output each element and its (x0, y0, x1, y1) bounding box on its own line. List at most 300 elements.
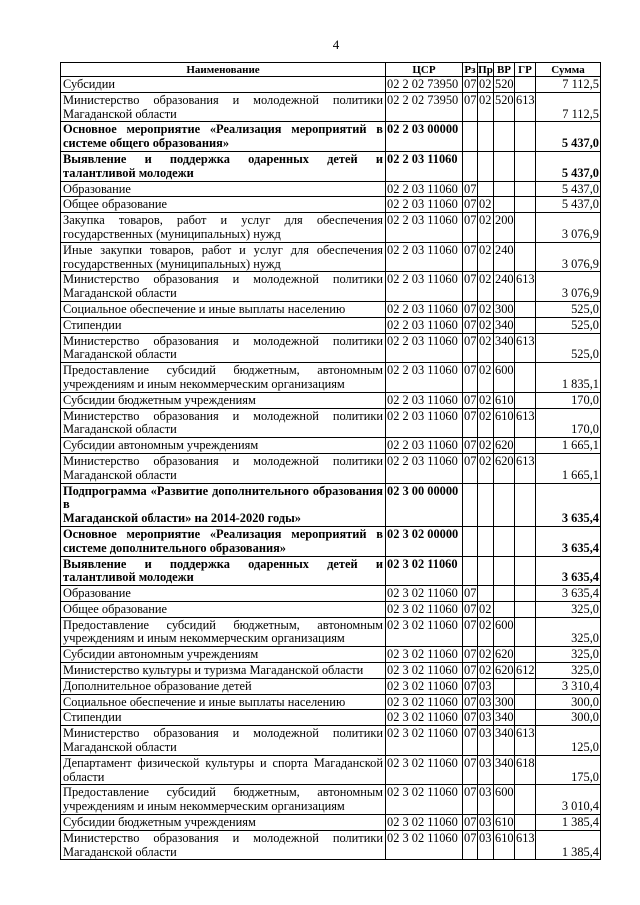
cell-pr: 03 (478, 726, 494, 756)
cell-name-line: Магаданской области (63, 422, 177, 437)
cell-sum: 3 076,9 (536, 213, 601, 243)
cell-csr: 02 3 00 00000 (386, 483, 463, 526)
cell-name-line: Предоставление субсидий бюджетным, автономным (63, 363, 383, 378)
cell-pr: 03 (478, 830, 494, 860)
cell-sum: 7 112,5 (536, 92, 601, 122)
cell-vr (494, 678, 515, 694)
cell-pr: 02 (478, 453, 494, 483)
cell-rz: 07 (464, 181, 477, 196)
cell-csr: 02 2 03 11060 (386, 408, 463, 438)
budget-table (60, 62, 601, 860)
cell-gr (515, 815, 536, 831)
cell-pr: 02 (478, 317, 494, 333)
cell-rz: 07 (463, 453, 478, 483)
cell-csr: 02 3 02 00000 (386, 526, 463, 556)
cell-name-line: Иные закупки товаров, работ и услуг для обеспечения (63, 242, 383, 257)
cell-sum: 5 437,0 (536, 151, 601, 181)
cell-name (61, 526, 386, 556)
cell-name (61, 453, 386, 483)
cell-vr: 300 (495, 694, 514, 709)
cell-pr: 02 (478, 333, 494, 363)
table-row (61, 242, 601, 272)
cell-name (61, 755, 386, 785)
cell-vr: 240 (494, 242, 515, 272)
cell-vr: 340 (495, 317, 514, 332)
cell-name-line: Департамент физической культуры и спорта Магаданской (63, 755, 383, 770)
cell-pr (478, 122, 494, 152)
cell-name (61, 830, 386, 860)
cell-name-line: системе дополнительного образования» (63, 540, 286, 555)
cell-name-line: Субсидии автономным учреждениям (63, 647, 259, 662)
cell-rz: 07 (463, 333, 478, 363)
cell-gr (515, 710, 536, 726)
table-row (61, 586, 601, 602)
cell-gr (515, 483, 536, 526)
cell-gr: 613 (515, 333, 536, 363)
cell-sum: 170,0 (536, 408, 601, 438)
cell-name (61, 272, 386, 302)
cell-sum: 5 437,0 (536, 122, 601, 152)
cell-csr: 02 2 03 11060 (386, 438, 463, 454)
cell-csr: 02 2 03 11060 (386, 197, 463, 213)
cell-name-line: Образование (63, 181, 131, 196)
cell-gr: 613 (515, 453, 536, 483)
cell-rz: 07 (463, 272, 478, 302)
table-row (61, 694, 601, 710)
table-row (61, 617, 601, 647)
cell-name (61, 242, 386, 272)
column-header-sum: Сумма (536, 63, 601, 77)
cell-name-line: талантливой молодежи (63, 570, 194, 585)
cell-gr (515, 151, 536, 181)
cell-name (61, 556, 386, 586)
cell-rz: 07 (463, 830, 478, 860)
cell-vr: 240 (494, 272, 515, 302)
cell-gr (515, 317, 536, 333)
cell-name-line: Выявление и поддержка одаренных детей и (63, 151, 383, 166)
table-row (61, 453, 601, 483)
table-row (61, 272, 601, 302)
column-header-name: Наименование (61, 63, 386, 77)
table-row (61, 601, 601, 617)
cell-sum: 525,0 (536, 317, 601, 333)
cell-name-line: Выявление и поддержка одаренных детей и (63, 556, 383, 571)
column-header-gr: ГР (515, 63, 536, 77)
cell-name-line: Основное мероприятие «Реализация мероприятий в (63, 122, 383, 137)
cell-vr: 600 (494, 617, 515, 647)
column-header-pr: Пр (478, 64, 493, 76)
cell-name (61, 710, 386, 726)
cell-name-line: Министерство образования и молодежной политики (63, 453, 383, 468)
cell-name-line: Субсидии автономным учреждениям (63, 438, 259, 453)
cell-name-line: Министерство образования и молодежной политики (63, 272, 383, 287)
cell-rz: 07 (463, 213, 478, 243)
cell-name-line: Социальное обеспечение и иные выплаты населению (63, 301, 346, 316)
cell-pr: 03 (478, 710, 494, 726)
cell-rz: 07 (464, 301, 477, 316)
cell-gr (515, 122, 536, 152)
cell-name-line: государственных (муниципальных) нужд (63, 226, 281, 241)
cell-csr: 02 2 02 73950 (386, 92, 463, 122)
table-row (61, 815, 601, 831)
cell-gr (515, 694, 536, 710)
cell-name-line: Стипендии (63, 710, 122, 725)
cell-sum: 125,0 (536, 726, 601, 756)
cell-sum: 3 635,4 (536, 483, 601, 526)
cell-rz: 07 (464, 694, 477, 709)
cell-sum: 170,0 (536, 392, 601, 408)
cell-name-line: Субсидии бюджетным учреждениям (63, 392, 256, 407)
cell-sum: 325,0 (536, 647, 601, 663)
cell-vr: 610 (495, 815, 514, 830)
cell-pr (478, 151, 494, 181)
cell-vr: 340 (495, 710, 514, 725)
table-body (61, 77, 601, 860)
cell-name-line: Общее образование (63, 197, 168, 212)
cell-name (61, 438, 386, 454)
cell-sum: 1 385,4 (536, 815, 601, 831)
cell-csr: 02 2 03 11060 (386, 242, 463, 272)
cell-name-line: учреждениям и иным некоммерческим организациям (63, 799, 345, 814)
cell-vr: 610 (494, 830, 515, 860)
cell-pr: 02 (478, 272, 494, 302)
cell-name-line: учреждениям и иным некоммерческим организациям (63, 376, 345, 391)
cell-sum: 3 076,9 (536, 272, 601, 302)
cell-sum: 525,0 (536, 333, 601, 363)
cell-name (61, 663, 386, 679)
cell-vr: 620 (495, 663, 514, 678)
cell-name-line: Магаданской области (63, 844, 177, 859)
table-row (61, 363, 601, 393)
cell-name (61, 785, 386, 815)
cell-name (61, 408, 386, 438)
cell-vr: 610 (494, 408, 515, 438)
cell-gr (515, 301, 536, 317)
cell-vr: 620 (495, 647, 514, 662)
cell-name (61, 726, 386, 756)
cell-sum: 3 010,4 (536, 785, 601, 815)
cell-name-line: Министерство образования и молодежной политики (63, 408, 383, 423)
cell-sum: 1 835,1 (536, 363, 601, 393)
cell-name (61, 151, 386, 181)
table-row (61, 438, 601, 454)
table-row (61, 526, 601, 556)
cell-name-line: системе общего образования» (63, 136, 230, 151)
cell-csr: 02 2 03 11060 (386, 453, 463, 483)
cell-name-line: Основное мероприятие «Реализация мероприятий в (63, 526, 383, 541)
cell-gr (515, 438, 536, 454)
cell-sum: 300,0 (536, 694, 601, 710)
cell-pr (478, 556, 494, 586)
cell-name (61, 197, 386, 213)
cell-gr (515, 586, 536, 602)
cell-name (61, 678, 386, 694)
cell-name-line: Магаданской области (63, 467, 177, 482)
cell-name (61, 77, 386, 93)
cell-pr: 02 (478, 617, 494, 647)
cell-vr (494, 197, 515, 213)
table-row (61, 483, 601, 526)
cell-name-line: Магаданской области (63, 106, 177, 121)
cell-vr (494, 586, 515, 602)
cell-sum: 175,0 (536, 755, 601, 785)
cell-pr: 03 (478, 694, 494, 710)
cell-rz (463, 151, 478, 181)
cell-sum: 1 665,1 (536, 438, 601, 454)
cell-csr: 02 3 02 11060 (386, 710, 463, 726)
table-row (61, 556, 601, 586)
cell-vr (494, 526, 515, 556)
table-row (61, 213, 601, 243)
cell-name-line: Магаданской области (63, 347, 177, 362)
cell-pr (478, 181, 494, 197)
cell-name (61, 213, 386, 243)
cell-name (61, 363, 386, 393)
table-row (61, 181, 601, 197)
cell-pr: 02 (478, 363, 494, 393)
cell-csr: 02 2 03 11060 (386, 363, 463, 393)
cell-pr: 02 (478, 392, 494, 408)
cell-name-line: Магаданской области (63, 286, 177, 301)
cell-name-line: Министерство образования и молодежной политики (63, 333, 383, 348)
page-number: 4 (332, 37, 340, 52)
column-header-csr: ЦСР (386, 63, 463, 77)
cell-rz: 07 (464, 77, 477, 91)
cell-sum: 1 385,4 (536, 830, 601, 860)
cell-pr (478, 586, 494, 602)
cell-vr: 340 (494, 755, 515, 785)
cell-name (61, 647, 386, 663)
cell-vr: 340 (494, 333, 515, 363)
cell-gr (515, 197, 536, 213)
cell-sum: 1 665,1 (536, 453, 601, 483)
table-row (61, 151, 601, 181)
cell-name-line: Субсидии (63, 77, 115, 91)
cell-name-line: Стипендии (63, 317, 122, 332)
cell-csr: 02 3 02 11060 (386, 617, 463, 647)
cell-rz: 07 (463, 92, 478, 122)
cell-csr: 02 3 02 11060 (386, 663, 463, 679)
cell-rz: 07 (463, 408, 478, 438)
cell-pr: 02 (478, 77, 494, 93)
cell-rz: 07 (464, 392, 477, 407)
cell-name (61, 483, 386, 526)
cell-name-line: Магаданской области» на 2014-2020 годы» (63, 511, 301, 526)
cell-vr (494, 556, 515, 586)
cell-gr (515, 785, 536, 815)
cell-gr: 613 (515, 726, 536, 756)
cell-name-line: Министерство образования и молодежной политики (63, 726, 383, 741)
cell-gr: 613 (515, 92, 536, 122)
cell-sum: 5 437,0 (536, 197, 601, 213)
cell-gr (515, 617, 536, 647)
cell-name (61, 317, 386, 333)
cell-sum: 3 635,4 (536, 556, 601, 586)
cell-csr: 02 2 03 11060 (386, 151, 463, 181)
cell-rz: 07 (464, 663, 477, 678)
table-row (61, 301, 601, 317)
cell-name-line: Субсидии бюджетным учреждениям (63, 815, 256, 830)
cell-vr: 520 (495, 77, 514, 91)
cell-csr: 02 3 02 11060 (386, 694, 463, 710)
table-row (61, 197, 601, 213)
cell-name (61, 181, 386, 197)
table-row (61, 77, 601, 93)
cell-pr: 03 (478, 785, 494, 815)
cell-pr: 02 (478, 213, 494, 243)
cell-gr (515, 526, 536, 556)
cell-csr: 02 3 02 11060 (386, 556, 463, 586)
cell-gr (515, 77, 536, 93)
cell-csr: 02 2 03 11060 (386, 181, 463, 197)
table-header-row (61, 63, 601, 77)
cell-pr: 03 (478, 755, 494, 785)
cell-pr: 02 (478, 601, 494, 617)
cell-pr: 03 (478, 678, 494, 694)
cell-csr: 02 3 02 11060 (386, 815, 463, 831)
cell-sum: 525,0 (536, 301, 601, 317)
cell-vr (494, 483, 515, 526)
cell-csr: 02 2 03 11060 (386, 301, 463, 317)
cell-vr: 200 (494, 213, 515, 243)
cell-name-line: Предоставление субсидий бюджетным, автономным (63, 785, 383, 800)
cell-name-line: Министерство культуры и туризма Магаданской области (63, 663, 364, 678)
cell-pr: 03 (478, 815, 494, 831)
cell-name (61, 601, 386, 617)
cell-sum: 3 310,4 (536, 678, 601, 694)
cell-name-line: Министерство образования и молодежной политики (63, 92, 383, 107)
cell-rz: 07 (463, 242, 478, 272)
cell-csr: 02 3 02 11060 (386, 647, 463, 663)
cell-gr (515, 556, 536, 586)
cell-vr: 340 (494, 726, 515, 756)
cell-gr (515, 363, 536, 393)
cell-name-line: Общее образование (63, 601, 168, 616)
cell-csr: 02 2 03 11060 (386, 392, 463, 408)
cell-name-line: государственных (муниципальных) нужд (63, 256, 281, 271)
cell-name-line: Дополнительное образование детей (63, 678, 252, 693)
cell-csr: 02 3 02 11060 (386, 755, 463, 785)
cell-gr: 613 (515, 408, 536, 438)
cell-gr (515, 601, 536, 617)
cell-pr: 02 (478, 438, 494, 454)
cell-rz: 07 (464, 601, 477, 616)
cell-sum: 5 437,0 (536, 181, 601, 197)
cell-pr: 02 (478, 242, 494, 272)
table-row (61, 785, 601, 815)
cell-sum: 325,0 (536, 663, 601, 679)
cell-rz: 07 (464, 438, 477, 453)
cell-gr (515, 678, 536, 694)
cell-csr: 02 3 02 11060 (386, 586, 463, 602)
cell-rz: 07 (463, 726, 478, 756)
cell-rz (463, 483, 478, 526)
cell-gr: 612 (516, 663, 535, 678)
cell-vr: 610 (495, 392, 514, 407)
cell-gr (515, 647, 536, 663)
table-row (61, 710, 601, 726)
cell-gr (515, 181, 536, 197)
cell-rz: 07 (464, 197, 477, 212)
column-header-rz: Рз (464, 64, 476, 76)
cell-csr: 02 3 02 11060 (386, 678, 463, 694)
cell-rz: 07 (464, 710, 477, 725)
cell-rz: 07 (464, 678, 477, 693)
cell-vr (494, 151, 515, 181)
cell-name-line: Закупка товаров, работ и услуг для обеспечения (63, 213, 383, 228)
cell-sum: 300,0 (536, 710, 601, 726)
cell-name-line: Министерство образования и молодежной политики (63, 830, 383, 845)
cell-pr: 02 (478, 301, 494, 317)
cell-name (61, 694, 386, 710)
cell-vr: 600 (494, 363, 515, 393)
cell-vr (494, 181, 515, 197)
table-row (61, 755, 601, 785)
cell-gr (515, 213, 536, 243)
cell-name (61, 586, 386, 602)
cell-csr: 02 2 03 11060 (386, 317, 463, 333)
cell-name-line: Предоставление субсидий бюджетным, автономным (63, 617, 383, 632)
cell-csr: 02 2 03 11060 (386, 213, 463, 243)
cell-pr (478, 526, 494, 556)
cell-gr: 613 (515, 830, 536, 860)
column-header-vr: ВР (494, 63, 515, 77)
cell-rz: 07 (464, 586, 477, 601)
cell-vr: 600 (494, 785, 515, 815)
table-row (61, 663, 601, 679)
cell-rz: 07 (463, 617, 478, 647)
table-row (61, 830, 601, 860)
cell-name (61, 617, 386, 647)
table-row (61, 647, 601, 663)
cell-gr (515, 242, 536, 272)
cell-csr: 02 3 02 11060 (386, 601, 463, 617)
cell-pr: 02 (478, 663, 494, 679)
cell-name (61, 301, 386, 317)
cell-name (61, 333, 386, 363)
cell-rz (463, 122, 478, 152)
cell-name-line: Магаданской области (63, 740, 177, 755)
cell-rz: 07 (464, 317, 477, 332)
table-row (61, 92, 601, 122)
cell-csr: 02 3 02 11060 (386, 785, 463, 815)
cell-name-line: Образование (63, 586, 131, 601)
cell-csr: 02 2 03 00000 (386, 122, 463, 152)
cell-vr: 620 (495, 438, 514, 453)
cell-sum: 7 112,5 (536, 77, 601, 93)
cell-name (61, 92, 386, 122)
cell-name-line: учреждениям и иным некоммерческим организациям (63, 631, 345, 646)
table-row (61, 317, 601, 333)
cell-name (61, 392, 386, 408)
cell-sum: 325,0 (536, 601, 601, 617)
cell-vr (494, 122, 515, 152)
cell-vr: 300 (495, 301, 514, 316)
table-row (61, 122, 601, 152)
cell-rz: 07 (463, 755, 478, 785)
cell-sum: 3 635,4 (536, 526, 601, 556)
cell-csr: 02 2 02 73950 (386, 77, 463, 93)
cell-vr: 520 (494, 92, 515, 122)
cell-name (61, 815, 386, 831)
table-row (61, 333, 601, 363)
cell-pr: 02 (478, 197, 494, 213)
cell-name-line: талантливой молодежи (63, 165, 194, 180)
cell-csr: 02 3 02 11060 (386, 726, 463, 756)
cell-rz (463, 556, 478, 586)
cell-rz (463, 526, 478, 556)
cell-name-line: Социальное обеспечение и иные выплаты населению (63, 694, 346, 709)
